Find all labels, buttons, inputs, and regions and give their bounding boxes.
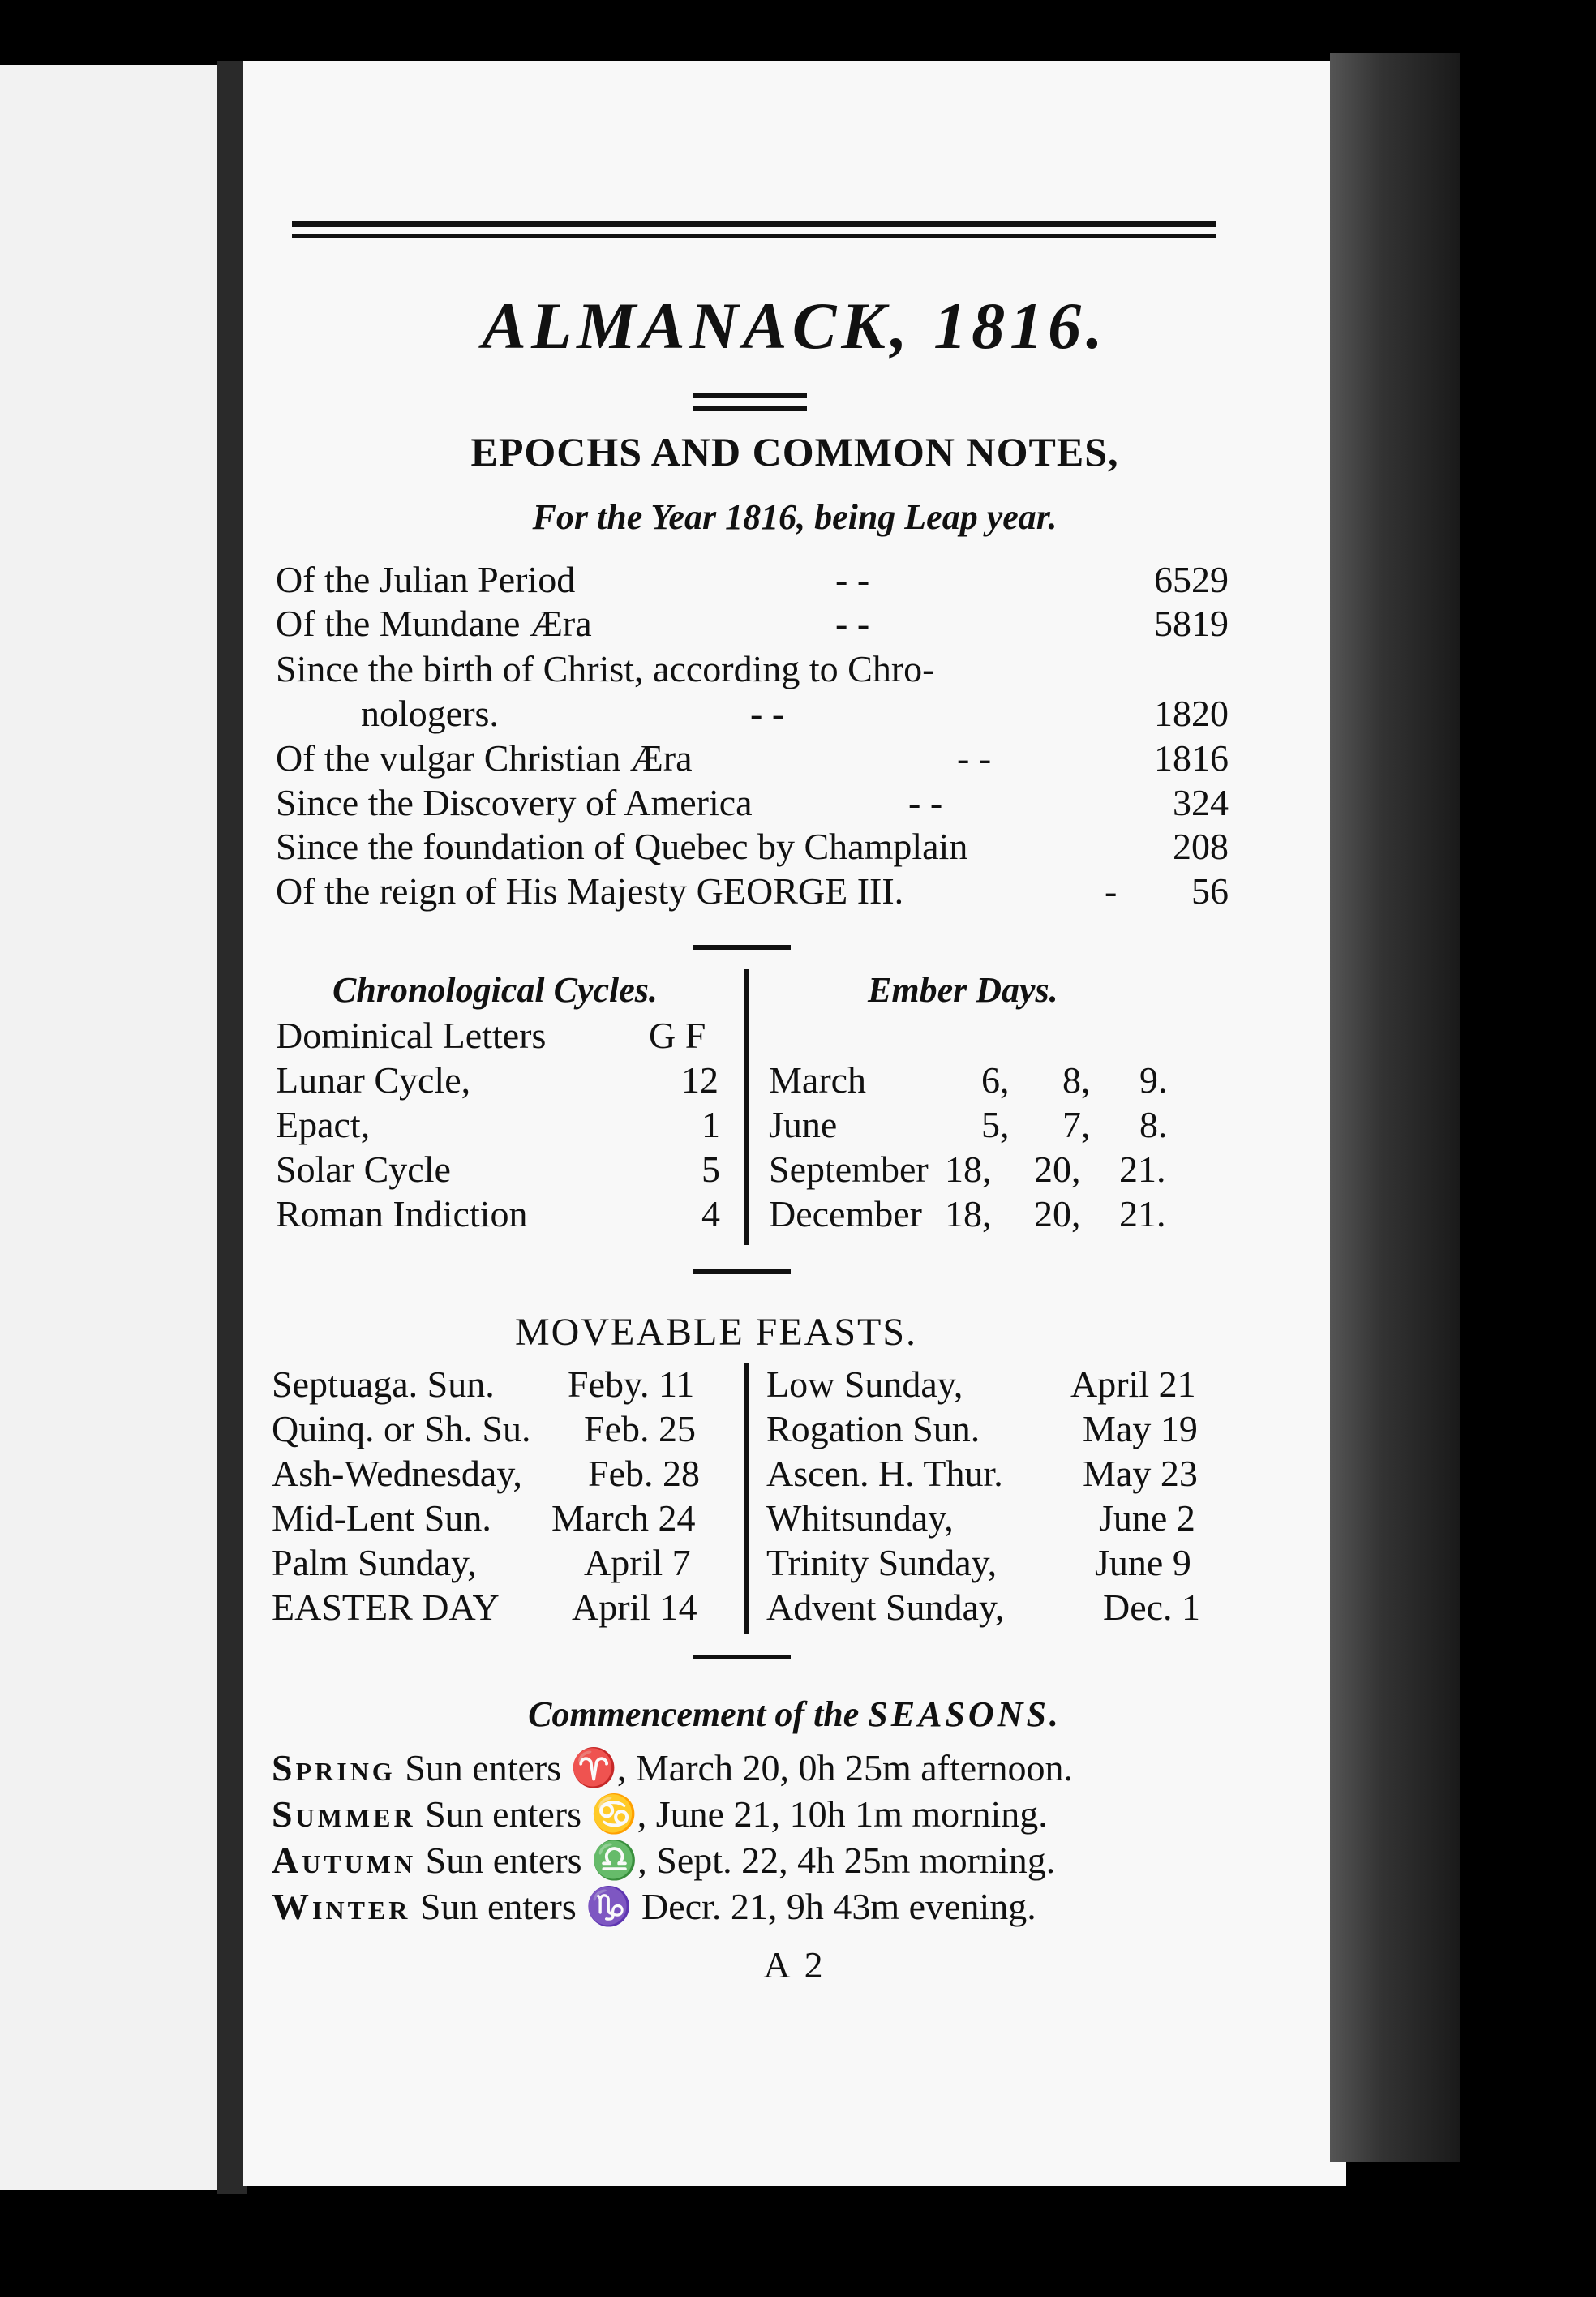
cycle-label: Roman Indiction xyxy=(276,1193,528,1234)
feast-date: Feb. 25 xyxy=(584,1408,696,1449)
ember-day: 7, xyxy=(1062,1104,1091,1145)
ember-day: 18, xyxy=(945,1148,992,1190)
epoch-dots: - - xyxy=(835,559,870,600)
feast-name: Palm Sunday, xyxy=(272,1542,477,1583)
epoch-label: Of the vulgar Christian Æra xyxy=(276,737,693,779)
epoch-label: Of the Mundane Æra xyxy=(276,603,592,644)
cycle-value: G F xyxy=(649,1015,706,1056)
ember-day: 6, xyxy=(981,1059,1010,1101)
epoch-row xyxy=(276,558,1229,603)
top-rule xyxy=(292,221,1216,238)
season-text: Sun enters ♎, Sept. 22, 4h 25m morning. xyxy=(425,1840,1056,1881)
signature-mark: A 2 xyxy=(763,1944,826,1986)
season-name: Autumn xyxy=(272,1840,417,1881)
epoch-value: 208 xyxy=(1173,826,1229,867)
page-title: ALMANACK, 1816. xyxy=(482,289,1108,363)
ember-day: 5, xyxy=(981,1104,1010,1145)
feasts-heading: MOVEABLE FEASTS. xyxy=(515,1311,918,1354)
column-divider xyxy=(744,1363,749,1634)
epoch-label: Since the Discovery of America xyxy=(276,782,753,823)
feast-name: Trinity Sunday, xyxy=(766,1542,998,1583)
feast-date: April 21 xyxy=(1070,1363,1196,1405)
ember-day: 8. xyxy=(1139,1104,1168,1145)
feast-name: Ascen. H. Thur. xyxy=(766,1453,1003,1494)
feast-date: April 7 xyxy=(584,1542,691,1583)
cycle-value: 5 xyxy=(701,1148,720,1190)
cycle-value: 12 xyxy=(681,1059,719,1101)
ember-day: 21. xyxy=(1119,1193,1166,1234)
feast-date: April 14 xyxy=(572,1586,697,1628)
book-gutter xyxy=(217,61,247,2194)
season-row xyxy=(272,1746,1073,1790)
feast-date: Feb. 28 xyxy=(588,1453,700,1494)
seasons-heading-word: SEASONS. xyxy=(868,1694,1062,1734)
epoch-row xyxy=(276,736,1229,782)
cycle-label: Dominical Letters xyxy=(276,1015,547,1056)
epoch-dots: - - xyxy=(835,603,870,644)
feast-name: Whitsunday, xyxy=(766,1497,954,1539)
seasons-heading xyxy=(243,1694,1346,1735)
epoch-dots: - - xyxy=(750,693,785,734)
season-row xyxy=(272,1839,1055,1883)
epoch-row xyxy=(276,825,1229,870)
epoch-label: nologers. xyxy=(361,693,499,734)
epoch-label: Since the foundation of Quebec by Champlain xyxy=(276,826,968,867)
facing-page xyxy=(0,65,219,2190)
feast-date: June 9 xyxy=(1095,1542,1191,1583)
epoch-value: 1816 xyxy=(1154,737,1229,779)
ember-month: March xyxy=(769,1059,867,1101)
feast-name: Mid-Lent Sun. xyxy=(272,1497,491,1539)
feast-name: Advent Sunday, xyxy=(766,1586,1005,1628)
season-text: Sun enters ♑ Decr. 21, 9h 43m evening. xyxy=(419,1886,1036,1927)
ember-day: 9. xyxy=(1139,1059,1168,1101)
feast-date: May 19 xyxy=(1083,1408,1198,1449)
column-divider xyxy=(744,969,749,1245)
cycle-value: 1 xyxy=(701,1104,720,1145)
section-rule xyxy=(693,1655,791,1659)
epoch-row xyxy=(276,647,1229,693)
cycle-label: Epact, xyxy=(276,1104,371,1145)
feast-name: Quinq. or Sh. Su. xyxy=(272,1408,531,1449)
ember-month: June xyxy=(769,1104,838,1145)
cycle-label: Solar Cycle xyxy=(276,1148,451,1190)
epochs-subheading: For the Year 1816, being Leap year. xyxy=(532,497,1058,537)
ember-day: 8, xyxy=(1062,1059,1091,1101)
ember-month: September xyxy=(769,1148,929,1190)
ember-day: 20, xyxy=(1034,1193,1081,1234)
epoch-label: Since the birth of Christ, according to Chro- xyxy=(276,648,935,689)
ember-month: December xyxy=(769,1193,922,1234)
feast-name: EASTER DAY xyxy=(272,1586,500,1628)
ember-day: 21. xyxy=(1119,1148,1166,1190)
season-name: Summer xyxy=(272,1793,416,1835)
feast-name: Septuaga. Sun. xyxy=(272,1363,495,1405)
epoch-dots: - - xyxy=(957,737,992,779)
feast-name: Low Sunday, xyxy=(766,1363,963,1405)
epoch-value: 6529 xyxy=(1154,559,1229,600)
cycle-value: 4 xyxy=(701,1193,720,1234)
page-edges xyxy=(1330,53,1460,2162)
ember-day: 20, xyxy=(1034,1148,1081,1190)
season-text: Sun enters ♋, June 21, 10h 1m morning. xyxy=(425,1793,1048,1835)
feast-date: Feby. 11 xyxy=(568,1363,695,1405)
season-name: Spring xyxy=(272,1747,396,1788)
season-name: Winter xyxy=(272,1886,411,1927)
feast-date: May 23 xyxy=(1083,1453,1198,1494)
seasons-heading-pre: Commencement of the xyxy=(528,1694,860,1734)
epoch-label: Of the Julian Period xyxy=(276,559,576,600)
epoch-value: 56 xyxy=(1191,870,1229,912)
cycles-heading: Chronological Cycles. xyxy=(332,970,658,1010)
epoch-value: 1820 xyxy=(1154,693,1229,734)
epoch-row xyxy=(276,781,1229,826)
ember-heading: Ember Days. xyxy=(868,970,1058,1010)
feast-date: Dec. 1 xyxy=(1103,1586,1201,1628)
epochs-heading: EPOCHS AND COMMON NOTES, xyxy=(470,429,1119,474)
section-rule xyxy=(693,945,791,950)
ember-day: 18, xyxy=(945,1193,992,1234)
feast-name: Ash-Wednesday, xyxy=(272,1453,522,1494)
season-row xyxy=(272,1885,1036,1929)
epoch-dots: - - xyxy=(908,782,943,823)
epoch-row xyxy=(276,869,1229,915)
epoch-value: 324 xyxy=(1173,782,1229,823)
cycle-label: Lunar Cycle, xyxy=(276,1059,471,1101)
epoch-value: 5819 xyxy=(1154,603,1229,644)
epoch-row xyxy=(276,602,1229,647)
epoch-label: Of the reign of His Majesty GEORGE III. xyxy=(276,870,904,912)
section-rule xyxy=(693,1269,791,1274)
title-rule xyxy=(693,393,807,411)
epoch-row xyxy=(276,692,1229,737)
epoch-dots: - xyxy=(1105,870,1118,912)
season-row xyxy=(272,1793,1048,1836)
feast-date: June 2 xyxy=(1099,1497,1195,1539)
feast-name: Rogation Sun. xyxy=(766,1408,980,1449)
season-text: Sun enters ♈, March 20, 0h 25m afternoon. xyxy=(405,1747,1073,1788)
feast-date: March 24 xyxy=(551,1497,696,1539)
